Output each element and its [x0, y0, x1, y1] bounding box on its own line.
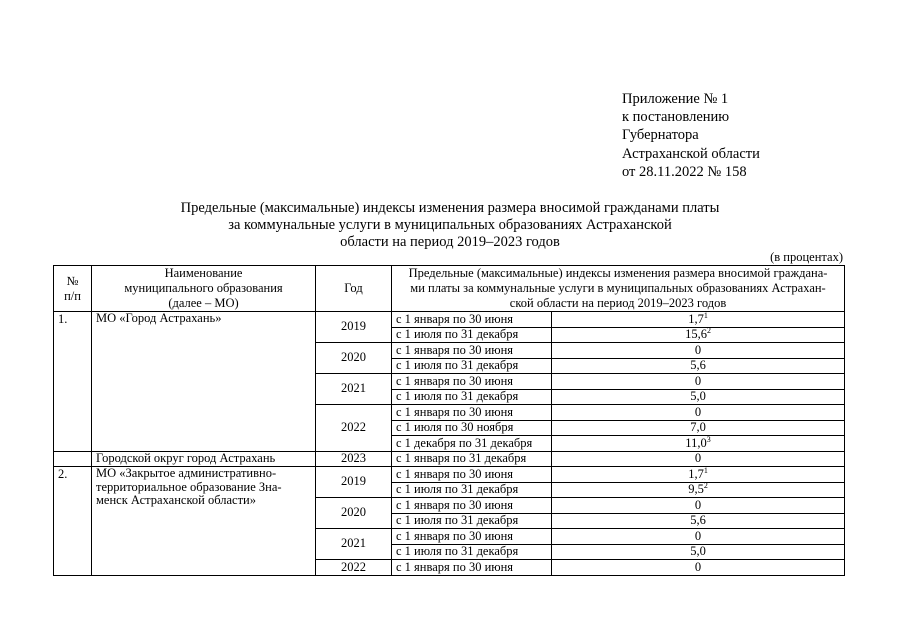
- value-cell: [552, 482, 845, 498]
- value-cell: [552, 544, 845, 560]
- value-cell: [552, 343, 845, 359]
- value-text: 0: [694, 497, 702, 512]
- footnote-mark: 2: [706, 325, 711, 335]
- table-row: [54, 467, 845, 483]
- value-text: 11,0: [685, 435, 707, 450]
- period-cell: с 1 января по 30 июня: [392, 343, 552, 359]
- table-row: [54, 312, 845, 328]
- appendix-block: [622, 90, 760, 181]
- footnote-mark: 1: [703, 465, 708, 475]
- document-title: [100, 200, 800, 251]
- year-cell: 2020: [316, 498, 392, 529]
- appendix-line: Астраханской области: [622, 145, 760, 162]
- appendix-line: Губернатора: [622, 127, 699, 144]
- table-row: [54, 451, 845, 467]
- header-index-line: Предельные (максимальные) индексы изменения размера вносимой граждана-: [408, 266, 828, 280]
- header-num-line: п/п: [64, 288, 81, 303]
- value-cell: [552, 327, 845, 343]
- municipality-name: МО «Закрытое административно-территориальное образование Зна-менск Астраханской области»: [92, 467, 316, 576]
- period-cell: с 1 июля по 31 декабря: [392, 544, 552, 560]
- header-name-line: муниципального образования: [124, 281, 283, 295]
- period-cell: с 1 июля по 31 декабря: [392, 358, 552, 374]
- period-cell: с 1 января по 30 июня: [392, 467, 552, 483]
- header-name: [92, 266, 316, 312]
- footnote-mark: 2: [703, 480, 708, 490]
- value-text: 15,6: [685, 327, 707, 341]
- value-text: 9,5: [688, 482, 704, 496]
- value-cell: [552, 498, 845, 514]
- period-cell: с 1 января по 30 июня: [392, 405, 552, 421]
- period-cell: с 1 января по 31 декабря: [392, 451, 552, 467]
- value-cell: [552, 529, 845, 545]
- municipality-name: Городской округ город Астрахань: [92, 451, 316, 467]
- value-cell: [552, 513, 845, 529]
- appendix-line: Приложение № 1: [622, 91, 729, 107]
- period-cell: с 1 января по 30 июня: [392, 498, 552, 514]
- row-number: 2.: [54, 467, 92, 576]
- year-cell: 2021: [316, 529, 392, 560]
- appendix-line: от 28.11.2022 № 158: [622, 163, 747, 180]
- row-number: [54, 451, 92, 467]
- value-text: 1,7: [688, 466, 704, 481]
- value-text: 0: [694, 559, 702, 574]
- title-line: Предельные (максимальные) индексы изменения размера вносимой гражданами платы: [180, 200, 720, 216]
- header-name-line: (далее – МО): [168, 296, 239, 310]
- index-table: [53, 265, 845, 576]
- value-cell: [552, 405, 845, 421]
- period-cell: с 1 января по 30 июня: [392, 312, 552, 328]
- year-cell: 2022: [316, 560, 392, 576]
- period-cell: с 1 января по 30 июня: [392, 374, 552, 390]
- value-text: 5,0: [690, 389, 706, 403]
- year-cell: 2023: [316, 451, 392, 467]
- table-header-row: [54, 266, 845, 312]
- year-cell: 2019: [316, 312, 392, 343]
- period-cell: с 1 декабря по 31 декабря: [392, 436, 552, 452]
- value-text: 0: [694, 373, 702, 388]
- header-num-line: №: [66, 273, 79, 288]
- header-index-line: ми платы за коммунальные услуги в муниципальных образованиях Астрахан-: [410, 281, 826, 295]
- value-cell: [552, 374, 845, 390]
- header-num: [54, 266, 92, 312]
- municipality-name: МО «Город Астрахань»: [92, 312, 316, 452]
- value-cell: [552, 420, 845, 436]
- value-text: 5,0: [690, 544, 706, 558]
- year-cell: 2019: [316, 467, 392, 498]
- period-cell: с 1 июля по 31 декабря: [392, 513, 552, 529]
- year-cell: 2022: [316, 405, 392, 452]
- value-text: 5,6: [690, 513, 706, 527]
- value-cell: [552, 389, 845, 405]
- value-cell: [552, 312, 845, 328]
- header-index: [392, 266, 845, 312]
- value-cell: [552, 358, 845, 374]
- year-cell: 2020: [316, 343, 392, 374]
- header-name-line: Наименование: [164, 266, 243, 280]
- value-cell: [552, 467, 845, 483]
- footnote-mark: 3: [706, 434, 711, 444]
- value-text: 1,7: [688, 311, 704, 326]
- title-line: за коммунальные услуги в муниципальных образованиях Астраханской: [228, 217, 672, 233]
- header-index-line: ской области на период 2019–2023 годов: [509, 296, 727, 310]
- period-cell: с 1 января по 30 июня: [392, 529, 552, 545]
- value-text: 0: [694, 528, 702, 543]
- year-cell: 2021: [316, 374, 392, 405]
- units-note: (в процентах): [770, 250, 843, 264]
- period-cell: с 1 января по 30 июня: [392, 560, 552, 576]
- period-cell: с 1 июля по 31 декабря: [392, 482, 552, 498]
- value-text: 0: [694, 451, 702, 465]
- row-number: 1.: [54, 312, 92, 452]
- header-year: Год: [316, 266, 392, 312]
- value-cell: [552, 451, 845, 467]
- value-cell: [552, 560, 845, 576]
- period-cell: с 1 июля по 31 декабря: [392, 327, 552, 343]
- value-text: 0: [694, 342, 702, 357]
- title-line: области на период 2019–2023 годов: [340, 234, 560, 250]
- value-cell: [552, 436, 845, 452]
- footnote-mark: 1: [703, 310, 708, 320]
- value-text: 0: [694, 404, 702, 419]
- value-text: 7,0: [690, 420, 706, 434]
- period-cell: с 1 июля по 30 ноября: [392, 420, 552, 436]
- period-cell: с 1 июля по 31 декабря: [392, 389, 552, 405]
- value-text: 5,6: [690, 358, 706, 372]
- appendix-line: к постановлению: [622, 109, 730, 126]
